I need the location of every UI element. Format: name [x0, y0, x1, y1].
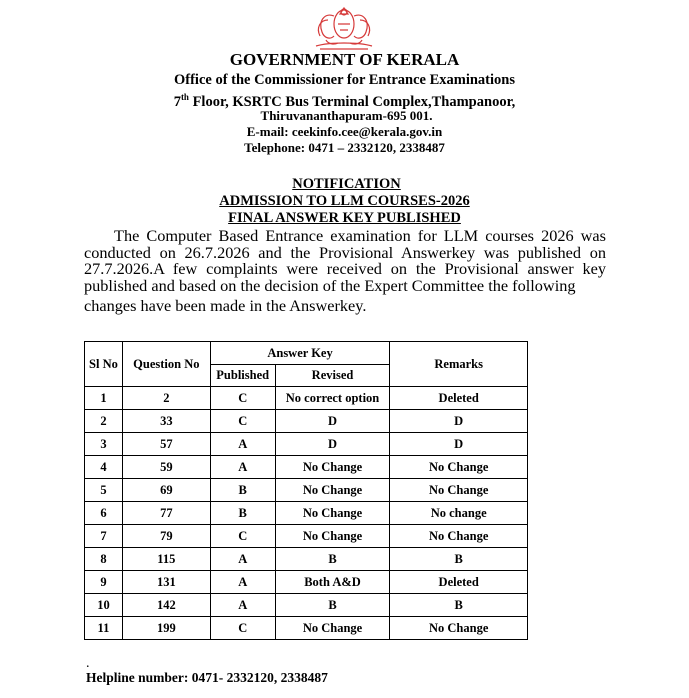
cell-published: B — [210, 502, 275, 525]
cell-question-no: 57 — [122, 433, 210, 456]
cell-question-no: 77 — [122, 502, 210, 525]
cell-remarks: Deleted — [390, 387, 528, 410]
table-row — [85, 525, 528, 548]
cell-remarks: B — [390, 594, 528, 617]
table-row — [85, 410, 528, 433]
header-published: Published — [210, 365, 275, 387]
table-row — [85, 594, 528, 617]
cell-remarks: D — [390, 410, 528, 433]
phone-line: Telephone: 0471 – 2332120, 2338487 — [244, 140, 445, 155]
cell-revised: No Change — [275, 617, 390, 640]
cell-revised: Both A&D — [275, 571, 390, 594]
table-row — [85, 502, 528, 525]
cell-revised: B — [275, 594, 390, 617]
cell-sl-no: 2 — [85, 410, 123, 433]
paragraph-last-line: changes have been made in the Answerkey. — [84, 296, 367, 315]
body-paragraph — [84, 228, 606, 315]
email-line: E-mail: ceekinfo.cee@kerala.gov.in — [246, 124, 443, 139]
floor-suffix: th — [180, 92, 189, 102]
cell-question-no: 115 — [122, 548, 210, 571]
notification-title: NOTIFICATION — [292, 176, 401, 192]
cell-sl-no: 11 — [85, 617, 123, 640]
cell-sl-no: 3 — [85, 433, 123, 456]
cell-sl-no: 6 — [85, 502, 123, 525]
header-answer-key: Answer Key — [210, 342, 390, 365]
answer-key-table — [84, 341, 528, 640]
cell-published: A — [210, 433, 275, 456]
cell-published: B — [210, 479, 275, 502]
answer-key-title: FINAL ANSWER KEY PUBLISHED — [228, 210, 461, 226]
table-row — [85, 433, 528, 456]
table-row — [85, 387, 528, 410]
cell-remarks: No Change — [390, 456, 528, 479]
header-sl-no: Sl No — [85, 342, 123, 387]
cell-remarks: B — [390, 548, 528, 571]
cell-question-no: 142 — [122, 594, 210, 617]
header-revised: Revised — [275, 365, 390, 387]
cell-revised: No Change — [275, 456, 390, 479]
header-question-no: Question No — [122, 342, 210, 387]
cell-question-no: 131 — [122, 571, 210, 594]
cell-revised: B — [275, 548, 390, 571]
cell-revised: No correct option — [275, 387, 390, 410]
cell-revised: D — [275, 410, 390, 433]
cell-question-no: 79 — [122, 525, 210, 548]
cell-remarks: No change — [390, 502, 528, 525]
cell-question-no: 199 — [122, 617, 210, 640]
cell-question-no: 59 — [122, 456, 210, 479]
kerala-emblem — [304, 2, 384, 52]
cell-published: C — [210, 525, 275, 548]
cell-sl-no: 1 — [85, 387, 123, 410]
government-title: GOVERNMENT OF KERALA — [229, 50, 460, 69]
helpline-number: Helpline number: 0471- 2332120, 2338487 — [86, 670, 328, 685]
table-row — [85, 548, 528, 571]
cell-question-no: 2 — [122, 387, 210, 410]
header-remarks: Remarks — [390, 342, 528, 387]
office-title: Office of the Commissioner for Entrance Examinations — [174, 72, 515, 88]
bullet-dot: . — [86, 656, 90, 671]
address-rest: Floor, KSRTC Bus Terminal Complex,Thampanoor, — [188, 93, 516, 110]
cell-published: C — [210, 410, 275, 433]
table-row — [85, 479, 528, 502]
cell-published: A — [210, 594, 275, 617]
cell-remarks: No Change — [390, 479, 528, 502]
cell-revised: No Change — [275, 525, 390, 548]
cell-revised: D — [275, 433, 390, 456]
table-row — [85, 571, 528, 594]
cell-sl-no: 5 — [85, 479, 123, 502]
cell-published: C — [210, 387, 275, 410]
cell-published: A — [210, 456, 275, 479]
cell-sl-no: 8 — [85, 548, 123, 571]
cell-sl-no: 10 — [85, 594, 123, 617]
cell-question-no: 69 — [122, 479, 210, 502]
cell-revised: No Change — [275, 502, 390, 525]
cell-published: A — [210, 548, 275, 571]
cell-question-no: 33 — [122, 410, 210, 433]
cell-sl-no: 4 — [85, 456, 123, 479]
cell-published: C — [210, 617, 275, 640]
floor-number: 7 — [173, 93, 181, 110]
cell-sl-no: 9 — [85, 571, 123, 594]
cell-remarks: No Change — [390, 525, 528, 548]
cell-remarks: No Change — [390, 617, 528, 640]
paragraph-text: The Computer Based Entrance examination for LLM courses 2026 was conducted on 26.7.2026 and the Provisional Answerkey was published on 27.7.2026.A few complaints were received on the Provisional answer key published and based on the decision of the Expert Committee the following — [84, 226, 606, 295]
cell-remarks: D — [390, 433, 528, 456]
cell-sl-no: 7 — [85, 525, 123, 548]
cell-remarks: Deleted — [390, 571, 528, 594]
cell-published: A — [210, 571, 275, 594]
city-line: Thiruvananthapuram-695 001. — [260, 108, 433, 123]
cell-revised: No Change — [275, 479, 390, 502]
admission-title: ADMISSION TO LLM COURSES-2026 — [219, 193, 470, 209]
table-row — [85, 617, 528, 640]
table-row — [85, 456, 528, 479]
